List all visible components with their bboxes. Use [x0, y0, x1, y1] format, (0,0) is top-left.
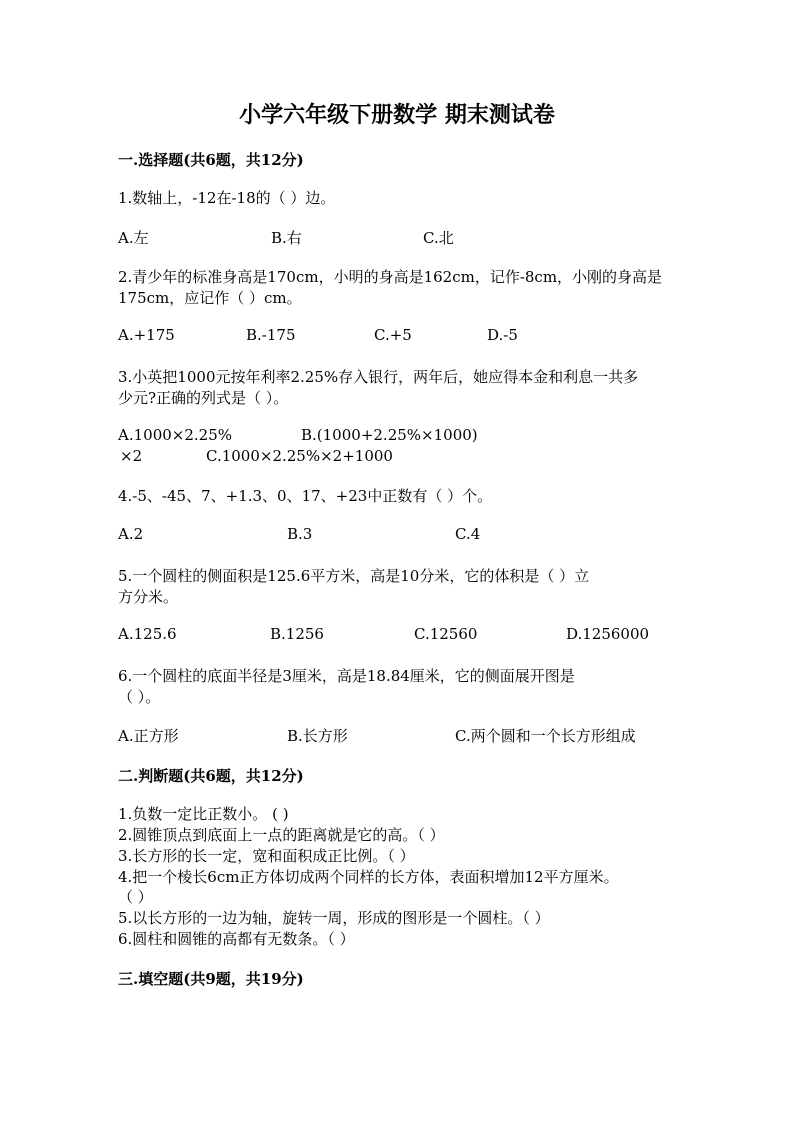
question-5-option-c: C.12560 — [414, 625, 478, 643]
question-4-option-b: B.3 — [287, 525, 313, 543]
judge-item-cont: （ ） — [118, 888, 153, 906]
judge-item: 6.圆柱和圆锥的高都有无数条。（ ） — [118, 930, 355, 948]
question-3-option-b-cont: ×2 — [120, 447, 143, 465]
question-6-stem-line1: 6.一个圆柱的底面半径是3厘米，高是18.84厘米，它的侧面展开图是 — [118, 667, 575, 685]
question-6-option-c: C.两个圆和一个长方形组成 — [455, 727, 636, 745]
question-3-option-b: B.(1000+2.25%×1000) — [301, 426, 478, 444]
question-5-option-b: B.1256 — [270, 625, 324, 643]
question-6-option-a: A.正方形 — [118, 727, 179, 745]
question-1-stem: 1.数轴上，-12在-18的（ ）边。 — [118, 189, 336, 207]
judge-item: 3.长方形的长一定，宽和面积成正比例。（ ） — [118, 847, 415, 865]
question-3-stem-line1: 3.小英把1000元按年利率2.25%存入银行，两年后，她应得本金和利息一共多 — [118, 368, 639, 386]
judge-item: 2.圆锥顶点到底面上一点的距离就是它的高。（ ） — [118, 826, 445, 844]
page-title: 小学六年级下册数学 期末测试卷 — [239, 102, 555, 128]
question-5-stem-line2: 方分米。 — [118, 588, 179, 606]
question-4-stem: 4.-5、-45、7、+1.3、0、17、+23中正数有（ ）个。 — [118, 487, 493, 505]
question-5-option-a: A.125.6 — [118, 625, 177, 643]
section-heading-judge: 二.判断题(共6题，共12分) — [118, 767, 304, 785]
question-1-option-c: C.北 — [423, 229, 454, 247]
question-2-stem-line1: 2.青少年的标准身高是170cm，小明的身高是162cm，记作-8cm，小刚的身高是 — [118, 268, 663, 286]
question-2-option-c: C.+5 — [374, 326, 412, 344]
judge-item: 1.负数一定比正数小。 ( ) — [118, 805, 289, 823]
question-2-option-b: B.-175 — [246, 326, 296, 344]
judge-item: 4.把一个棱长6cm正方体切成两个同样的长方体，表面积增加12平方厘米。 — [118, 868, 619, 886]
question-6-option-b: B.长方形 — [287, 727, 348, 745]
question-4-option-c: C.4 — [455, 525, 481, 543]
question-3-option-a: A.1000×2.25% — [118, 426, 232, 444]
question-4-option-a: A.2 — [118, 525, 144, 543]
question-2-option-a: A.+175 — [118, 326, 175, 344]
question-3-option-c: C.1000×2.25%×2+1000 — [206, 447, 393, 465]
question-5-stem-line1: 5.一个圆柱的侧面积是125.6平方米，高是10分米，它的体积是（ ）立 — [118, 567, 590, 585]
question-2-option-d: D.-5 — [487, 326, 518, 344]
question-3-stem-line2: 少元?正确的列式是（ ）。 — [118, 389, 289, 407]
question-1-option-b: B.右 — [271, 229, 302, 247]
section-heading-fill: 三.填空题(共9题，共19分) — [118, 970, 304, 988]
question-1-option-a: A.左 — [118, 229, 149, 247]
judge-item: 5.以长方形的一边为轴，旋转一周，形成的图形是一个圆柱。（ ） — [118, 909, 550, 927]
question-6-stem-line2: （ ）。 — [118, 688, 161, 706]
section-heading-choice: 一.选择题(共6题，共12分) — [118, 151, 304, 169]
question-5-option-d: D.1256000 — [566, 625, 650, 643]
question-2-stem-line2: 175cm，应记作（ ）cm。 — [118, 289, 302, 307]
